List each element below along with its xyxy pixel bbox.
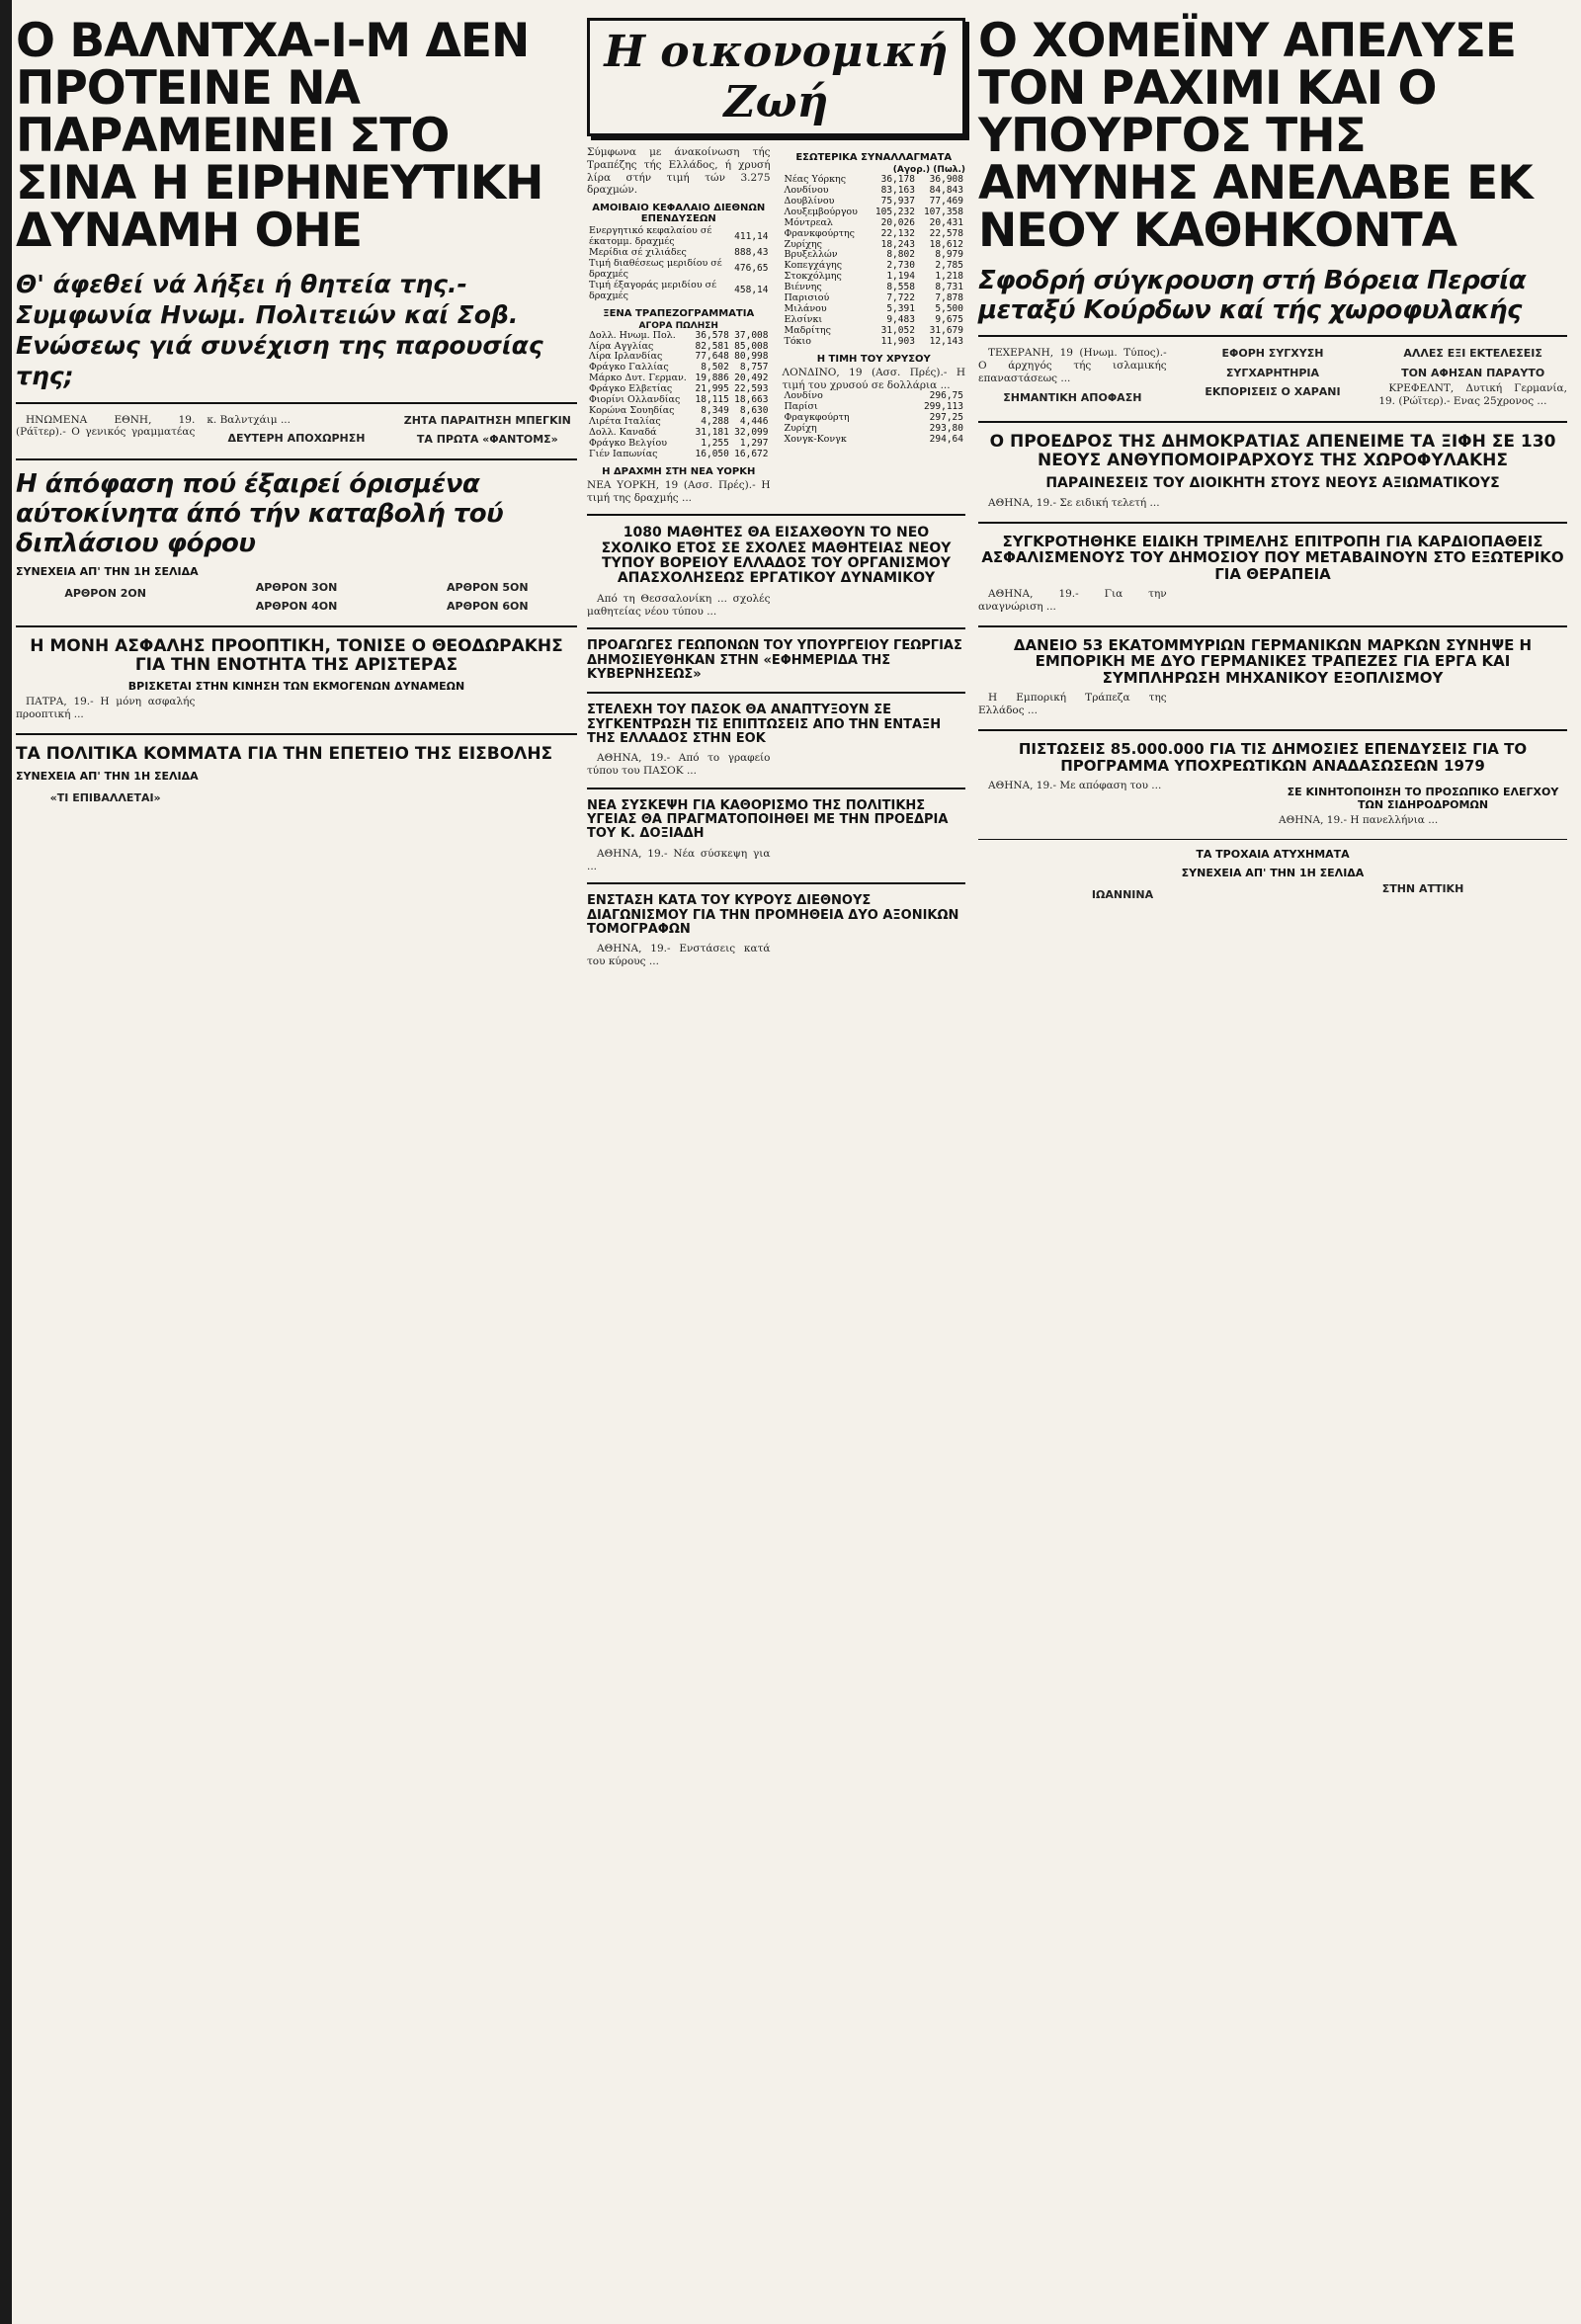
mutual-fund-row [587,281,771,302]
fx-buy: 8,802 [886,249,915,261]
gold-body: ΛΟΝΔΙΝΟ, 19 (Ασσ. Πρές).- Η τιμή του χρυσού σε δολλάρια ... [782,366,965,391]
mutual-fund-title: ΑΜΟΙΒΑΙΟ ΚΕΦΑΛΑΙΟ ΔΙΕΘΝΩΝ ΕΠΕΝΔΥΣΕΩΝ [592,203,766,225]
banknote-sell: 32,099 [734,426,769,438]
credits-row [978,780,1567,827]
banknote-sell: 20,492 [734,373,769,384]
article-loan-text: Η Εμπορική Τράπεζα της Ελλάδος ... [978,692,1167,717]
economic-life-title: Η οικονομική Ζωή [587,18,965,136]
gold-row [783,435,966,446]
banknote-label: Μάρκο Δυτ. Γερμαν. [589,373,687,384]
article-label-4: ΑΡΘΡΟΝ 4ΟΝ [255,599,338,613]
banknote-buy: 21,995 [695,383,729,395]
fx-sell: 8,979 [935,249,963,261]
gold-title: Η ΤΙΜΗ ΤΟΥ ΧΡΥΣΟΥ [816,353,931,365]
article-president-body [978,497,1567,510]
banknote-label: Λιρέτα Ιταλίας [589,416,661,428]
fx-buy: 83,163 [880,184,915,196]
banknote-buy: 82,581 [695,340,729,352]
fx-sell: 12,143 [929,335,963,347]
fx-sell: 84,843 [929,184,963,196]
headline-tomographs: ΕΝΣΤΑΣΗ ΚΑΤΑ ΤΟΥ ΚΥΡΟΥΣ ΔΙΕΘΝΟΥΣ ΔΙΑΓΩΝΙΣΜΟΥ ΓΙΑ ΤΗΝ ΠΡΟΜΗΘΕΙΑ ΔΥΟ ΑΞΟΝΙΚΩΝ ΤΟΜΟΓΡΑΦΩΝ [587,893,959,937]
fx-label: Ζυρίχης [784,238,822,250]
fx-buy: 8,558 [886,282,915,293]
fx-sell: 9,675 [935,313,963,325]
article-rail-body: ΑΘΗΝΑ, 19.- Η πανελλήνια ... [1279,814,1439,827]
fx-row [783,229,966,240]
mutual-fund-value: 888,43 [734,247,769,259]
subhead-released: ΤΟΝ ΑΦΗΣΑΝ ΠΑΡΑΥΤΟ [1401,366,1545,379]
left-column [16,14,577,804]
mutual-fund-table [587,226,771,301]
headline-railways: ΣΕ ΚΙΝΗΤΟΠΟΙΗΣΗ ΤΟ ΠΡΟΣΩΠΙΚΟ ΕΛΕΓΧΟΥ ΤΩΝ ΣΙΔΗΡΟΔΡΟΜΩΝ [1287,786,1559,812]
subhead-confusion: ΕΦΟΡΗ ΣΥΓΧΥΣΗ [1221,347,1324,361]
fx-table [783,175,966,348]
banknote-buy: 1,255 [701,437,729,449]
fx-label: Τόκιο [784,335,811,347]
gold-label: Χονγκ-Κονγκ [784,434,847,446]
headline-theodorakis: Η ΜΟΝΗ ΑΣΦΑΛΗΣ ΠΡΟΟΠΤΙΚΗ, ΤΟΝΙΣΕ Ο ΘΕΟΔΩΡΑΚΗΣ ΓΙΑ ΤΗΝ ΕΝΟΤΗΤΑ ΤΗΣ ΑΡΙΣΤΕΡΑΣ [30,635,563,675]
gold-label: Παρίσι [784,401,818,413]
article-schools-text: Από τη Θεσσαλονίκη ... σχολές μαθητείας νέου τύπου ... [587,592,771,618]
article-credits-text: ΑΘΗΝΑ, 19.- Με απόφαση του ... [988,780,1162,792]
article-health-text: ΑΘΗΝΑ, 19.- Νέα σύσκεψη για ... [587,847,771,872]
banknote-label: Λίρα Αγγλίας [589,340,654,352]
mutual-fund-value: 458,14 [734,285,769,296]
subhead-president-swords: ΠΑΡΑΙΝΕΣΕΙΣ ΤΟΥ ΔΙΟΙΚΗΤΗ ΣΤΟΥΣ ΝΕΟΥΣ ΑΞΙΩΜΑΤΙΚΟΥΣ [1045,474,1500,491]
fx-sell: 36,908 [929,174,963,185]
banknotes-subtitle: ΑΓΟΡΑ ΠΩΛΗΣΗ [638,320,718,331]
subhead-karani: ΕΚΠΟΡΙΣΕΙΣ Ο ΧΑΡΑΝΙ [1205,385,1341,399]
article-parties-body [16,786,577,804]
headline-pasok-eec: ΣΤΕΛΕΧΗ ΤΟΥ ΠΑΣΟΚ ΘΑ ΑΝΑΠΤΥΞΟΥΝ ΣΕ ΣΥΓΚΕΝΤΡΩΣΗ ΤΙΣ ΕΠΙΠΤΩΣΕΙΣ ΑΠΟ ΤΗΝ ΕΝΤΑΞΗ ΤΗΣ ΕΛΛΑΔΟΣ ΣΤΗΝ ΕΟΚ [587,703,942,746]
banknote-sell: 4,446 [739,416,769,428]
article-pasok-body [587,752,965,778]
mutual-fund-label: Τιμή έξαγοράς μεριδίου σέ δραχμές [589,279,717,301]
banknote-sell: 8,630 [739,405,769,417]
article-label-3: ΑΡΘΡΟΝ 3ΟΝ [255,580,338,594]
fx-label: Παρισιού [784,292,830,304]
gold-value: 293,80 [929,423,963,435]
rail-box [1279,780,1567,827]
subhead-congratulations: ΣΥΓΧΑΡΗΤΗΡΙΑ [1225,366,1320,379]
subhead-executions: ΑΛΛΕΣ ΕΞΙ ΕΚΤΕΛΕΣΕΙΣ [1403,347,1542,361]
fx-row [783,218,966,229]
article-label-2: ΑΡΘΡΟΝ 2ΟΝ [64,586,146,600]
banknotes-title: ΞΕΝΑ ΤΡΑΠΕΖΟΓΡΑΜΜΑΤΙΑ [603,307,755,319]
deck-khomeini: Σφοδρή σύγκρουση στή Βόρεια Περσία μεταξύ Κούρδων καί τής χωροφυλακής [978,265,1527,325]
middle-column [587,18,965,968]
fx-label: Δουβλίνου [784,195,835,207]
banknote-buy: 18,115 [695,394,729,406]
banknote-buy: 8,349 [701,405,729,417]
mutual-fund-label: Μερίδια σέ χιλιάδες [589,247,687,259]
mutual-fund-row [587,226,771,248]
subhead-important-decision: ΣΗΜΑΝΤΙΚΗ ΑΠΟΦΑΣΗ [1003,390,1142,404]
gold-value: 297,25 [929,412,963,424]
fx-label: Κοπεγχάγης [784,260,843,272]
fx-sell: 77,469 [929,195,963,207]
banknote-row [587,331,771,342]
subhead-attica: ΣΤΗΝ ΑΤΤΙΚΗ [1381,881,1464,895]
banknote-label: Γιέν Ιαπωνίας [589,448,658,459]
fx-sell: 31,679 [929,324,963,336]
banknote-label: Φράγκο Ελβετίας [589,383,673,395]
fx-label: Λουξεμβούργου [784,206,858,217]
gold-value: 299,113 [923,401,963,413]
drachma-ny-title: Η ΔΡΑΧΜΗ ΣΤΗ ΝΕΑ ΥΟΡΚΗ [602,465,756,477]
banknote-label: Δολλ. Καναδά [589,426,657,438]
fx-label: Βιέννης [784,282,822,293]
fx-row [783,337,966,348]
article-theodorakis-body [16,696,577,721]
banknote-sell: 80,998 [734,351,769,363]
article-label-5: ΑΡΘΡΟΝ 5ΟΝ [447,580,529,594]
deck-waldheim: Θ' άφεθεί νά λήξει ή θητεία της.- Συμφωνία Ηνωμ. Πολιτειών καί Σοβ. Ενώσεως γιά συνέχιση της παρουσίας της; [16,269,543,391]
banknote-sell: 37,008 [734,329,769,341]
banknote-label: Λίρα Ιρλανδίας [589,351,663,363]
subhead-ioannina: ΙΩΑΝΝΙΝΑ [1091,887,1154,901]
fx-label: Μιλάνου [784,303,827,315]
fx-buy: 11,903 [880,335,915,347]
banknote-sell: 18,663 [734,394,769,406]
markets-right [783,146,966,504]
fx-buy: 36,178 [880,174,915,185]
fx-label: Νέας Υόρκης [784,174,847,185]
fx-label: Μόντρεαλ [784,216,833,228]
fx-buy: 22,132 [880,227,915,239]
fx-title: ΕΣΩΤΕΡΙΚΑ ΣΥΝΑΛΛΑΓΜΑΤΑ [795,152,953,163]
cars-continuation: ΣΥΝΕΧΕΙΑ ΑΠ' ΤΗΝ 1Η ΣΕΛΙΔΑ [16,564,199,578]
banknote-sell: 1,297 [739,437,769,449]
gold-table [783,391,966,446]
banknote-sell: 16,672 [734,448,769,459]
fx-buy: 5,391 [886,303,915,315]
markets-panel [587,146,965,504]
headline-reforestation-credits: ΠΙΣΤΩΣΕΙΣ 85.000.000 ΓΙΑ ΤΙΣ ΔΗΜΟΣΙΕΣ ΕΠΕΝΔΥΣΕΙΣ ΓΙΑ ΤΟ ΠΡΟΓΡΑΜΜΑ ΥΠΟΧΡΕΩΤΙΚΩΝ ΑΝΑΔΑΣΩΣΕΩΝ 1979 [1018,740,1528,775]
headline-parties-invasion: ΤΑ ΠΟΛΙΤΙΚΑ ΚΟΜΜΑΤΑ ΓΙΑ ΤΗΝ ΕΠΕΤΕΙΟ ΤΗΣ ΕΙΣΒΟΛΗΣ [16,743,553,764]
article-loan-body [978,692,1567,717]
subhead-begin: ΖΗΤΑ ΠΑΡΑΙΤΗΣΗ ΜΠΕΓΚΙΝ [403,413,571,427]
banknote-buy: 19,886 [695,373,729,384]
scan-edge [0,0,12,2324]
fx-sell: 107,358 [923,206,963,217]
fx-sell: 20,431 [929,216,963,228]
banknote-label: Φιορίνι Ολλανδίας [589,394,681,406]
article-waldheim-text: ΗΝΩΜΕΝΑ ΕΘΝΗ, 19. (Ράϊτερ).- Ο γενικός γραμματέας κ. Βαλντχάιμ ... [16,413,291,439]
article-schools-body [587,593,965,619]
mutual-fund-label: Τιμή διαθέσεως μεριδίου σέ δραχμές [589,257,722,280]
gold-label: Λονδίνο [784,390,823,402]
headline-waldheim: Ο ΒΑΛΝΤΧΑ-Ι-Μ ΔΕΝ ΠΡΟΤΕΙΝΕ ΝΑ ΠΑΡΑΜΕΙΝΕΙ ΣΤΟ ΣΙΝΑ Η ΕΙΡΗΝΕΥΤΙΚΗ ΔΥΝΑΜΗ ΟΗΕ [16,14,543,258]
headline-president-swords: Ο ΠΡΟΕΔΡΟΣ ΤΗΣ ΔΗΜΟΚΡΑΤΙΑΣ ΑΠΕΝΕΙΜΕ ΤΑ ΞΙΦΗ ΣΕ 130 ΝΕΟΥΣ ΑΝΘΥΠΟΜΟΙΡΑΡΧΟΥΣ ΤΗΣ ΧΩΡΟΦΥΛΑΚΗΣ [989,432,1556,470]
banknote-label: Δολλ. Ηνωμ. Πολ. [589,329,676,341]
mutual-fund-label: Ενεργητικό κεφαλαίου σέ έκατομμ. δραχμές [589,225,712,248]
article-president-text: ΑΘΗΝΑ, 19.- Σε ειδική τελετή ... [988,497,1160,510]
fx-sell: 2,785 [935,260,963,272]
banknote-sell: 8,757 [739,362,769,374]
mutual-fund-row [587,259,771,281]
right-column [978,14,1567,903]
banknote-label: Κορώνα Σουηδίας [589,405,675,417]
fx-sell: 22,578 [929,227,963,239]
fx-buy: 75,937 [880,195,915,207]
fx-label: Ελσίνκι [784,313,823,325]
gold-label: Ζυρίχη [784,423,817,435]
headline-traffic-accidents: ΤΑ ΤΡΟΧΑΙΑ ΑΤΥΧΗΜΑΤΑ [1196,847,1350,861]
fx-buy: 7,722 [886,292,915,304]
fx-buy: 105,232 [874,206,915,217]
banknote-buy: 31,181 [695,426,729,438]
fx-buy: 9,483 [886,313,915,325]
headline-khomeini: Ο ΧΟΜΕΪΝΥ ΑΠΕΛΥΣΕ ΤΟΝ ΡΑΧΙΜΙ ΚΑΙ Ο ΥΠΟΥΡΓΟΣ ΤΗΣ ΑΜΥΝΗΣ ΑΝΕΛΑΒΕ ΕΚ ΝΕΟΥ ΚΑΘΗΚΟΝΤΑ [978,14,1533,258]
subhead-epiballetai: «ΤΙ ΕΠΙΒΑΛΛΕΤΑΙ» [49,790,161,804]
article-accidents-body [978,882,1567,903]
fx-label: Στοκχόλμης [784,271,842,283]
fx-label: Βρυξελλών [784,249,838,261]
markets-left [587,146,771,504]
article-tomographs-text: ΑΘΗΝΑ, 19.- Ενστάσεις κατά του κύρους ... [587,943,771,967]
subhead-second-withdrawal: ΔΕΥΤΕΡΗ ΑΠΟΧΩΡΗΣΗ [227,432,366,446]
fx-label: Μαδρίτης [784,324,831,336]
subhead-theodorakis: ΒΡΙΣΚΕΤΑΙ ΣΤΗΝ ΚΙΝΗΣΗ ΤΩΝ ΕΚΜΟΓΕΝΩΝ ΔΥΝΑΜΕΩΝ [127,680,465,694]
headline-cars-tax: Η άπόφαση πού έξαιρεί όρισμένα αύτοκίνητα άπό τήν καταβολή τού διπλάσιου φόρου [16,468,504,558]
mutual-fund-value: 476,65 [734,263,769,275]
article-cardiac-text: ΑΘΗΝΑ, 19.- Για την αναγνώριση ... [978,588,1167,614]
banknote-label: Φράγκο Βελγίου [589,437,667,449]
article-theodorakis-text: ΠΑΤΡΑ, 19.- Η μόνη ασφαλής προοπτική ... [16,696,196,721]
banknote-label: Φράγκο Γαλλίας [589,362,669,374]
fx-sell: 7,878 [935,292,963,304]
fx-buy: 31,052 [880,324,915,336]
fx-sell: 8,731 [935,282,963,293]
headline-apprentice-schools: 1080 ΜΑΘΗΤΕΣ ΘΑ ΕΙΣΑΧΘΟΥΝ ΤΟ ΝΕΟ ΣΧΟΛΙΚΟ ΕΤΟΣ ΣΕ ΣΧΟΛΕΣ ΜΑΘΗΤΕΙΑΣ ΝΕΟΥ ΤΥΠΟΥ ΒΟΡΕΙΟΥ ΕΛΛΑΔΟΣ ΤΟΥ ΟΡΓΑΝΙΣΜΟΥ ΑΠΑΣΧΟΛΗΣΕΩΣ ΕΡΓΑΤΙΚΟΥ ΔΥΝΑΜΙΚΟΥ [601,525,952,587]
gold-pound-intro: Σύμφωνα με άνακοίνωση τής Τραπέζης τής Ελλάδος, ή χρυσή λίρα στήν τιμή τών 3.275 δραχμών. [587,146,771,197]
banknote-buy: 36,578 [695,329,729,341]
fx-label: Λονδίνου [784,184,829,196]
fx-sell: 5,500 [935,303,963,315]
drachma-ny-body: ΝΕΑ ΥΟΡΚΗ, 19 (Ασσ. Πρές).- Η τιμή της δραχμής ... [587,478,771,504]
mutual-fund-value: 411,14 [734,230,769,242]
banknote-buy: 8,502 [701,362,729,374]
banknote-buy: 4,288 [701,416,729,428]
fx-buy: 1,194 [886,271,915,283]
headline-health-policy: ΝΕΑ ΣΥΣΚΕΨΗ ΓΙΑ ΚΑΘΟΡΙΣΜΟ ΤΗΣ ΠΟΛΙΤΙΚΗΣ ΥΓΕΙΑΣ ΘΑ ΠΡΑΓΜΑΤΟΠΟΙΗΘΕΙ ΜΕ ΤΗΝ ΠΡΟΕΔΡΙΑ ΤΟΥ Κ. ΔΟΞΙΑΔΗ [587,797,949,842]
banknote-buy: 77,648 [695,351,729,363]
fx-buy: 18,243 [880,238,915,250]
article-health-body [587,848,965,873]
article-label-6: ΑΡΘΡΟΝ 6ΟΝ [447,599,529,613]
banknote-sell: 22,593 [734,383,769,395]
accidents-continuation: ΣΥΝΕΧΕΙΑ ΑΠ' ΤΗΝ 1Η ΣΕΛΙΔΑ [1181,866,1365,879]
fx-label: Φρανκφούρτης [784,227,856,239]
article-waldheim-body [16,414,577,447]
banknote-buy: 16,050 [695,448,729,459]
article-krefeld-text: ΚΡΕΦΕΛΝΤ, Δυτική Γερμανία, 19. (Ρώϊτερ).- Ενας 25χρονος ... [1378,382,1567,408]
article-cars-body [16,581,577,614]
article-pasok-text: ΑΘΗΝΑ, 19.- Από το γραφείο τύπου του ΠΑΣΟΚ ... [587,752,771,778]
banknote-sell: 85,008 [734,340,769,352]
fx-buy: 20,026 [880,216,915,228]
gold-value: 294,64 [929,434,963,446]
parties-continuation: ΣΥΝΕΧΕΙΑ ΑΠ' ΤΗΝ 1Η ΣΕΛΙΔΑ [16,769,199,783]
fx-subtitle: (Αγορ.) (Πωλ.) [892,165,965,175]
article-cardiac-body [978,588,1567,614]
banknotes-table [587,331,771,460]
fx-sell: 1,218 [935,271,963,283]
subhead-phantoms: ΤΑ ΠΡΩΤΑ «ΦΑΝΤΟΜΣ» [416,433,558,447]
headline-agronomists: ΠΡΟΑΓΩΓΕΣ ΓΕΩΠΟΝΩΝ ΤΟΥ ΥΠΟΥΡΓΕΙΟΥ ΓΕΩΡΓΙΑΣ ΔΗΜΟΣΙΕΥΘΗΚΑΝ ΣΤΗΝ «ΕΦΗΜΕΡΙΔΑ ΤΗΣ ΚΥΒΕΡΝΗΣΕΩΣ» [587,638,962,683]
headline-german-loan: ΔΑΝΕΙΟ 53 ΕΚΑΤΟΜΜΥΡΙΩΝ ΓΕΡΜΑΝΙΚΩΝ ΜΑΡΚΩΝ ΣΥΝΗΨΕ Η ΕΜΠΟΡΙΚΗ ΜΕ ΔΥΟ ΓΕΡΜΑΝΙΚΕΣ ΤΡΑΠΕΖΕΣ ΓΙΑ ΕΡΓΑ ΚΑΙ ΣΥΜΠΛΗΡΩΣΗ ΜΗΧΑΝΙΚΟΥ ΕΞΟΠΛΙΣΜΟΥ [1013,635,1533,687]
banknote-row [587,450,771,460]
article-khomeini-body [978,347,1567,409]
article-credits-body [978,780,1267,827]
headline-cardiac-committee: ΣΥΓΚΡΟΤΗΘΗΚΕ ΕΙΔΙΚΗ ΤΡΙΜΕΛΗΣ ΕΠΙΤΡΟΠΗ ΓΙΑ ΚΑΡΔΙΟΠΑΘΕΙΣ ΑΣΦΑΛΙΣΜΕΝΟΥΣ ΤΟΥ ΔΗΜΟΣΙΟΥ ΠΟΥ ΜΕΤΑΒΑΙΝΟΥΝ ΣΤΟ ΕΞΩΤΕΡΙΚΟ ΓΙΑ ΘΕΡΑΠΕΙΑ [981,532,1564,583]
fx-sell: 18,612 [929,238,963,250]
gold-value: 296,75 [929,390,963,402]
gold-label: Φραγκφούρτη [784,412,850,424]
article-tomographs-body [587,943,965,968]
fx-buy: 2,730 [886,260,915,272]
article-khomeini-text: ΤΕΧΕΡΑΝΗ, 19 (Ηνωμ. Τύπος).- Ο άρχηγός τής ισλαμικής επαναστάσεως ... [978,347,1167,385]
